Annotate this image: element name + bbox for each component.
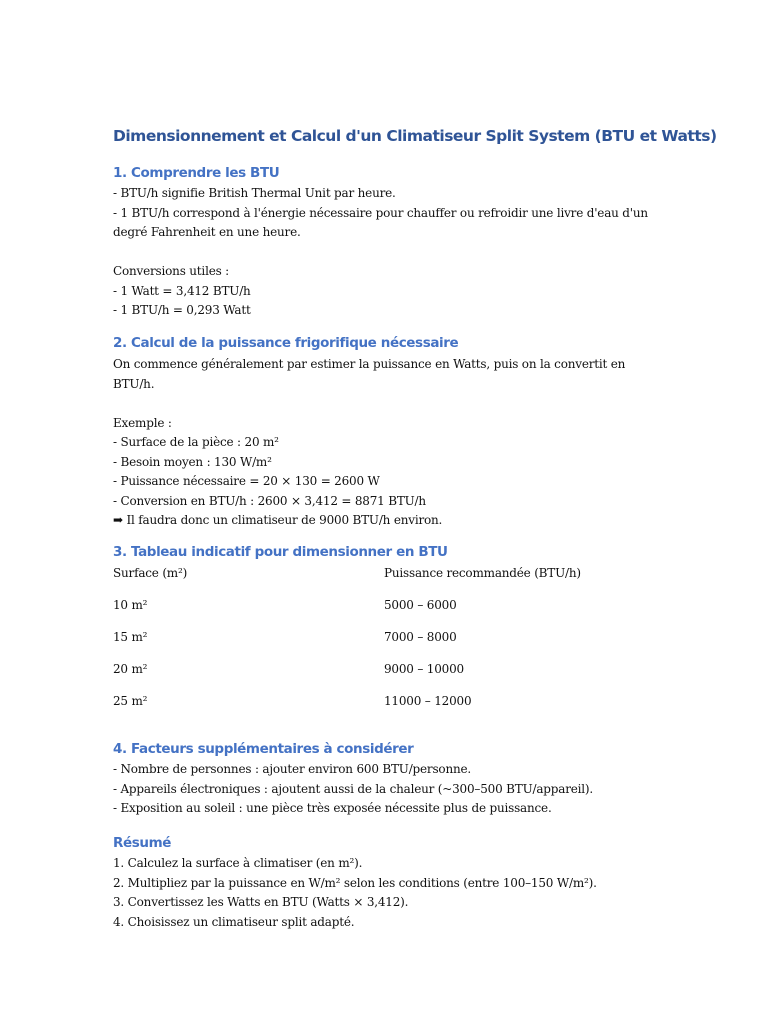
section-1-body [113, 184, 653, 321]
column-header-puissance: Puissance recommandée (BTU/h) [384, 566, 581, 580]
btu-explanation-line: - 1 BTU/h correspond à l'énergie nécessaire pour chauffer ou refroidir une livre d'eau d'un [113, 205, 648, 220]
table-row [113, 596, 673, 628]
resume-step-4: 4. Choisissez un climatiseur split adapté. [113, 914, 355, 929]
section-2-body [113, 355, 653, 531]
resume-step-2: 2. Multipliez par la puissance en W/m² selon les conditions (entre 100–150 W/m²). [113, 875, 597, 890]
table-cell-puissance: 9000 – 10000 [384, 662, 464, 676]
resume-body [113, 854, 653, 932]
section-3-heading: 3. Tableau indicatif pour dimensionner en BTU [113, 544, 448, 560]
btu-explanation-line-cont: degré Fahrenheit en une heure. [113, 225, 301, 239]
section-4-body [113, 760, 653, 819]
factor-exposition: - Exposition au soleil : une pièce très exposée nécessite plus de puissance. [113, 801, 552, 815]
table-header-row [113, 564, 673, 596]
factor-personnes: - Nombre de personnes : ajouter environ 600 BTU/personne. [113, 762, 472, 776]
conversion-btu-to-watt: - 1 BTU/h = 0,293 Watt [113, 303, 251, 317]
example-puissance: - Puissance nécessaire = 20 × 130 = 2600 W [113, 474, 380, 488]
table-cell-puissance: 7000 – 8000 [384, 630, 457, 644]
table-row [113, 692, 673, 724]
section-4-heading: 4. Facteurs supplémentaires à considérer [113, 741, 414, 757]
example-conversion: - Conversion en BTU/h : 2600 × 3,412 = 8871 BTU/h [113, 493, 426, 508]
section-2-heading: 2. Calcul de la puissance frigorifique nécessaire [113, 335, 459, 351]
table-row [113, 628, 673, 660]
table-row [113, 660, 673, 692]
section-2-intro-line: On commence généralement par estimer la puissance en Watts, puis on la convertit en [113, 357, 626, 371]
table-cell-surface: 25 m² [113, 694, 148, 708]
document-title: Dimensionnement et Calcul d'un Climatiseur Split System (BTU et Watts) [113, 127, 717, 145]
section-1-heading: 1. Comprendre les BTU [113, 165, 280, 181]
resume-heading: Résumé [113, 835, 172, 851]
table-cell-surface: 10 m² [113, 598, 148, 612]
section-2-intro-line-cont: BTU/h. [113, 376, 155, 391]
resume-step-3: 3. Convertissez les Watts en BTU (Watts × 3,412). [113, 895, 409, 909]
conversion-watt-to-btu: - 1 Watt = 3,412 BTU/h [113, 283, 251, 298]
btu-sizing-table [113, 564, 673, 724]
example-besoin: - Besoin moyen : 130 W/m² [113, 454, 272, 469]
column-header-surface: Surface (m²) [113, 566, 188, 580]
example-conclusion: ➡ Il faudra donc un climatiseur de 9000 BTU/h environ. [113, 513, 443, 527]
conversions-label: Conversions utiles : [113, 264, 230, 278]
example-label: Exemple : [113, 415, 172, 430]
example-surface: - Surface de la pièce : 20 m² [113, 435, 279, 449]
table-cell-surface: 15 m² [113, 630, 148, 644]
resume-step-1: 1. Calculez la surface à climatiser (en m²). [113, 856, 363, 870]
btu-definition-line: - BTU/h signifie British Thermal Unit par heure. [113, 186, 396, 200]
blank-line [113, 243, 653, 263]
table-cell-puissance: 11000 – 12000 [384, 694, 472, 708]
blank-line [113, 394, 653, 414]
table-cell-puissance: 5000 – 6000 [384, 598, 457, 612]
table-cell-surface: 20 m² [113, 662, 148, 676]
factor-appareils: - Appareils électroniques : ajoutent aussi de la chaleur (~300–500 BTU/appareil). [113, 781, 594, 796]
